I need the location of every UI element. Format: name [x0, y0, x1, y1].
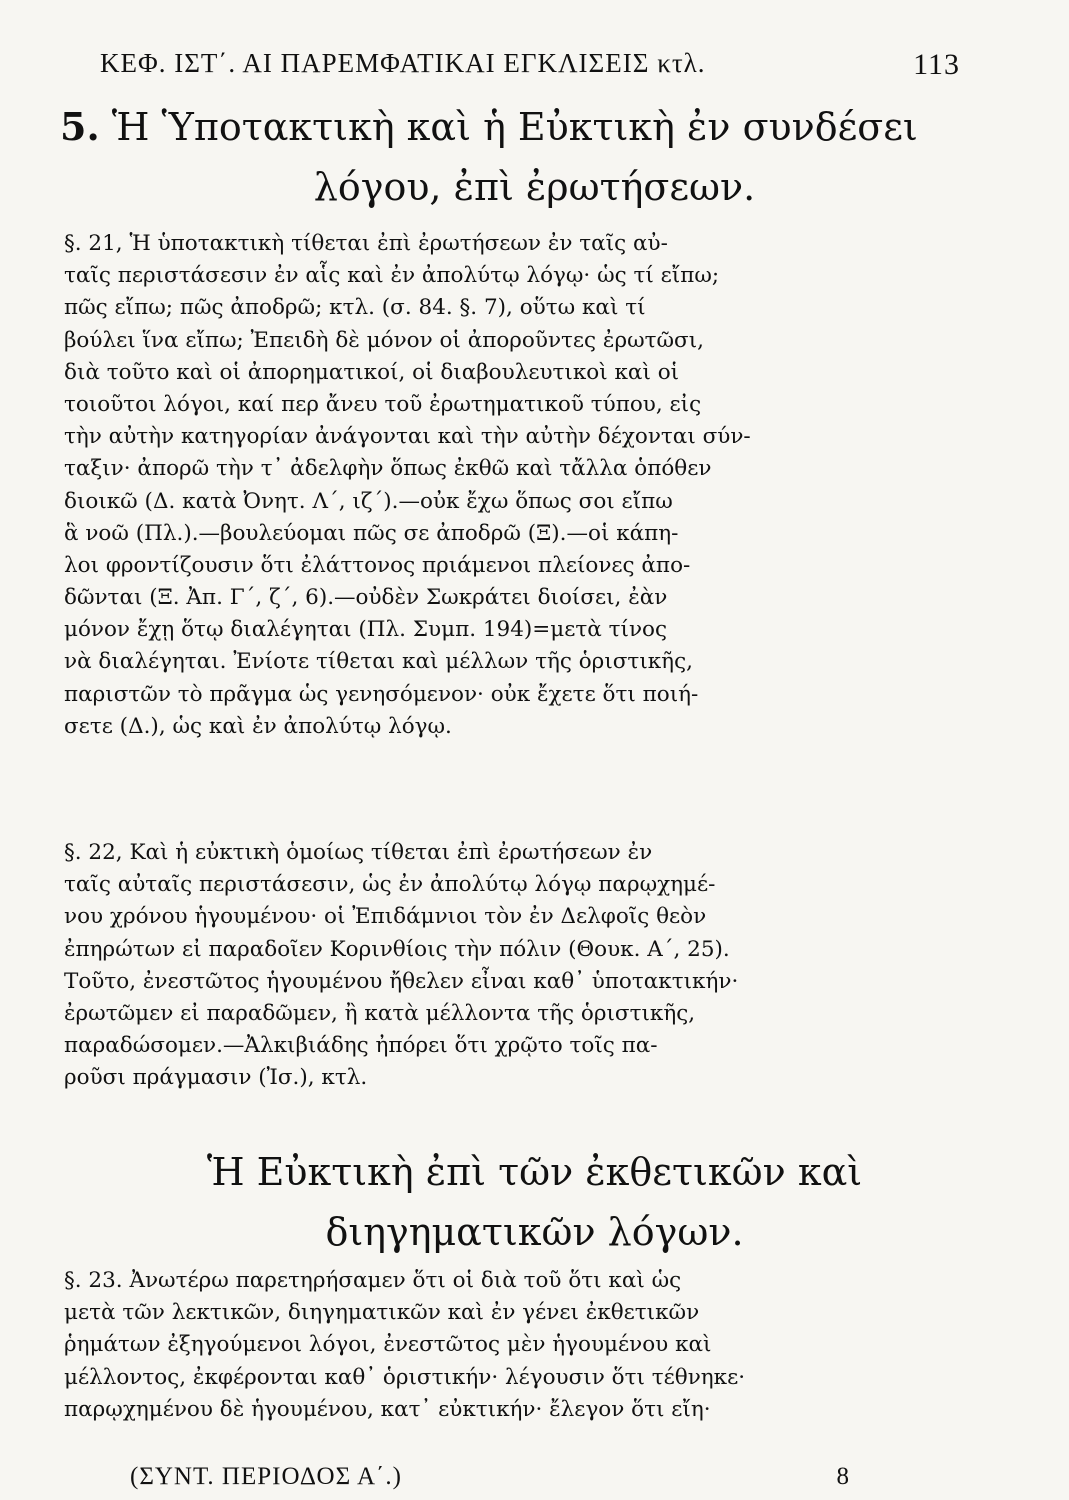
- section-heading: [60, 98, 960, 156]
- text-line: μόνον ἔχῃ ὅτῳ διαλέγηται (Πλ. Συμπ. 194)=μετὰ τίνος: [64, 617, 668, 643]
- text-line: ῥημάτων ἐξηγούμενοι λόγοι, ἐνεστῶτος μὲν ἡγουμένου καὶ: [64, 1332, 712, 1358]
- subsection-title-line2: διηγηματικῶν λόγων.: [325, 1210, 744, 1254]
- sheet-number: 8: [836, 1463, 850, 1490]
- paragraph-22: [64, 837, 956, 1095]
- text-line: ταῖς περιστάσεσιν ἐν αἷς καὶ ἐν ἀπολύτῳ λόγῳ· ὡς τί εἴπω;: [64, 263, 720, 289]
- text-line: παρῳχημένου δὲ ἡγουμένου, κατ᾽ εὐκτικήν· ἔλεγον ὅτι εἴη·: [64, 1396, 711, 1422]
- text-line: ἃ νοῶ (Πλ.).—βουλεύομαι πῶς σε ἀποδρῶ (Ξ).—οἱ κάπη-: [64, 520, 679, 546]
- text-line: διοικῶ (Δ. κατὰ Ὀνητ. Λ΄, ιζ΄).—οὐκ ἔχω ὅπως σοι εἴπω: [64, 488, 673, 514]
- text-line: ροῦσι πράγμασιν (Ἰσ.), κτλ.: [64, 1065, 368, 1091]
- subsection-title-line1: Ἡ Εὐκτικὴ ἐπὶ τῶν ἐκθετικῶν καὶ: [206, 1150, 863, 1194]
- text-line: παριστῶν τὸ πρᾶγμα ὡς γενησόμενον· οὐκ ἔχετε ὅτι ποιή-: [64, 681, 699, 707]
- section-number: 5.: [60, 104, 100, 149]
- paragraph-21: [64, 228, 956, 743]
- section-title-line2: λόγου, ἐπὶ ἐρωτήσεων.: [313, 165, 756, 209]
- running-head-title: ΚΕΦ. ΙΣΤ΄. ΑΙ ΠΑΡΕΜΦΑΤΙΚΑΙ ΕΓΚΛΙΣΕΙΣ κτλ.: [100, 48, 706, 78]
- signature-mark: (ΣΥΝΤ. ΠΕΡΙΟΔΟΣ Α΄.): [130, 1463, 402, 1490]
- text-line: ἐρωτῶμεν εἰ παραδῶμεν, ἢ κατὰ μέλλοντα τῆς ὁριστικῆς,: [64, 1000, 696, 1026]
- text-line: νὰ διαλέγηται. Ἐνίοτε τίθεται καὶ μέλλων τῆς ὁριστικῆς,: [64, 649, 693, 675]
- text-line: δῶνται (Ξ. Ἀπ. Γ΄, ζ΄, 6).—οὐδὲν Σωκράτει διοίσει, ἐὰν: [64, 585, 668, 611]
- text-line: τὴν αὐτὴν κατηγορίαν ἀνάγονται καὶ τὴν αὐτὴν δέχονται σύν-: [64, 424, 751, 450]
- text-line: παραδώσομεν.—Ἀλκιβιάδης ἠπόρει ὅτι χρῷτο τοῖς πα-: [64, 1033, 658, 1059]
- text-line: ταξιν· ἀπορῶ τὴν τ᾽ ἀδελφὴν ὅπως ἐκθῶ καὶ τἄλλα ὁπόθεν: [64, 456, 712, 482]
- section-title-line1: Ἡ Ὑποτακτικὴ καὶ ἡ Εὐκτικὴ ἐν συνδέσει: [111, 105, 918, 149]
- text-line: ταῖς αὐταῖς περιστάσεσιν, ὡς ἐν ἀπολύτῳ λόγῳ παρῳχημέ-: [64, 872, 716, 898]
- text-line: μέλλοντος, ἐκφέρονται καθ᾽ ὁριστικήν· λέγουσιν ὅτι τέθνηκε·: [64, 1364, 746, 1390]
- text-line: νου χρόνου ἡγουμένου· οἱ Ἐπιδάμνιοι τὸν ἐν Δελφοῖς θεὸν: [64, 904, 707, 930]
- text-line: βούλει ἵνα εἴπω; Ἐπειδὴ δὲ μόνον οἱ ἀποροῦντες ἐρωτῶσι,: [64, 327, 704, 353]
- text-line: διὰ τοῦτο καὶ οἱ ἀπορηματικοί, οἱ διαβουλευτικοὶ καὶ οἱ: [64, 359, 680, 385]
- page-footer: [130, 1463, 850, 1497]
- text-line: §. 21, Ἡ ὑποτακτικὴ τίθεται ἐπὶ ἐρωτήσεων ἐν ταῖς αὐ-: [64, 231, 668, 256]
- text-line: ἐπηρώτων εἰ παραδοῖεν Κορινθίοις τὴν πόλιν (Θουκ. Α΄, 25).: [64, 936, 730, 962]
- text-line: λοι φροντίζουσιν ὅτι ἐλάττονος πριάμενοι πλείονες ἀπο-: [64, 552, 691, 578]
- text-line: μετὰ τῶν λεκτικῶν, διηγηματικῶν καὶ ἐν γένει ἐκθετικῶν: [64, 1300, 700, 1326]
- page-number: 113: [913, 48, 960, 81]
- text-line: τοιοῦτοι λόγοι, καί περ ἄνευ τοῦ ἐρωτηματικοῦ τύπου, εἰς: [64, 391, 702, 417]
- text-line: σετε (Δ.), ὡς καὶ ἐν ἀπολύτῳ λόγῳ.: [64, 713, 452, 739]
- running-head: [100, 48, 960, 92]
- text-line: Τοῦτο, ἐνεστῶτος ἡγουμένου ἤθελεν εἶναι καθ᾽ ὑποτακτικήν·: [64, 968, 739, 994]
- text-line: §. 23. Ἀνωτέρω παρετηρήσαμεν ὅτι οἱ διὰ τοῦ ὅτι καὶ ὡς: [64, 1268, 682, 1293]
- text-line: §. 22, Καὶ ἡ εὐκτικὴ ὁμοίως τίθεται ἐπὶ ἐρωτήσεων ἐν: [64, 840, 653, 865]
- paragraph-23: [64, 1265, 956, 1426]
- text-line: πῶς εἴπω; πῶς ἀποδρῶ; κτλ. (σ. 84. §. 7), οὕτω καὶ τί: [64, 295, 646, 321]
